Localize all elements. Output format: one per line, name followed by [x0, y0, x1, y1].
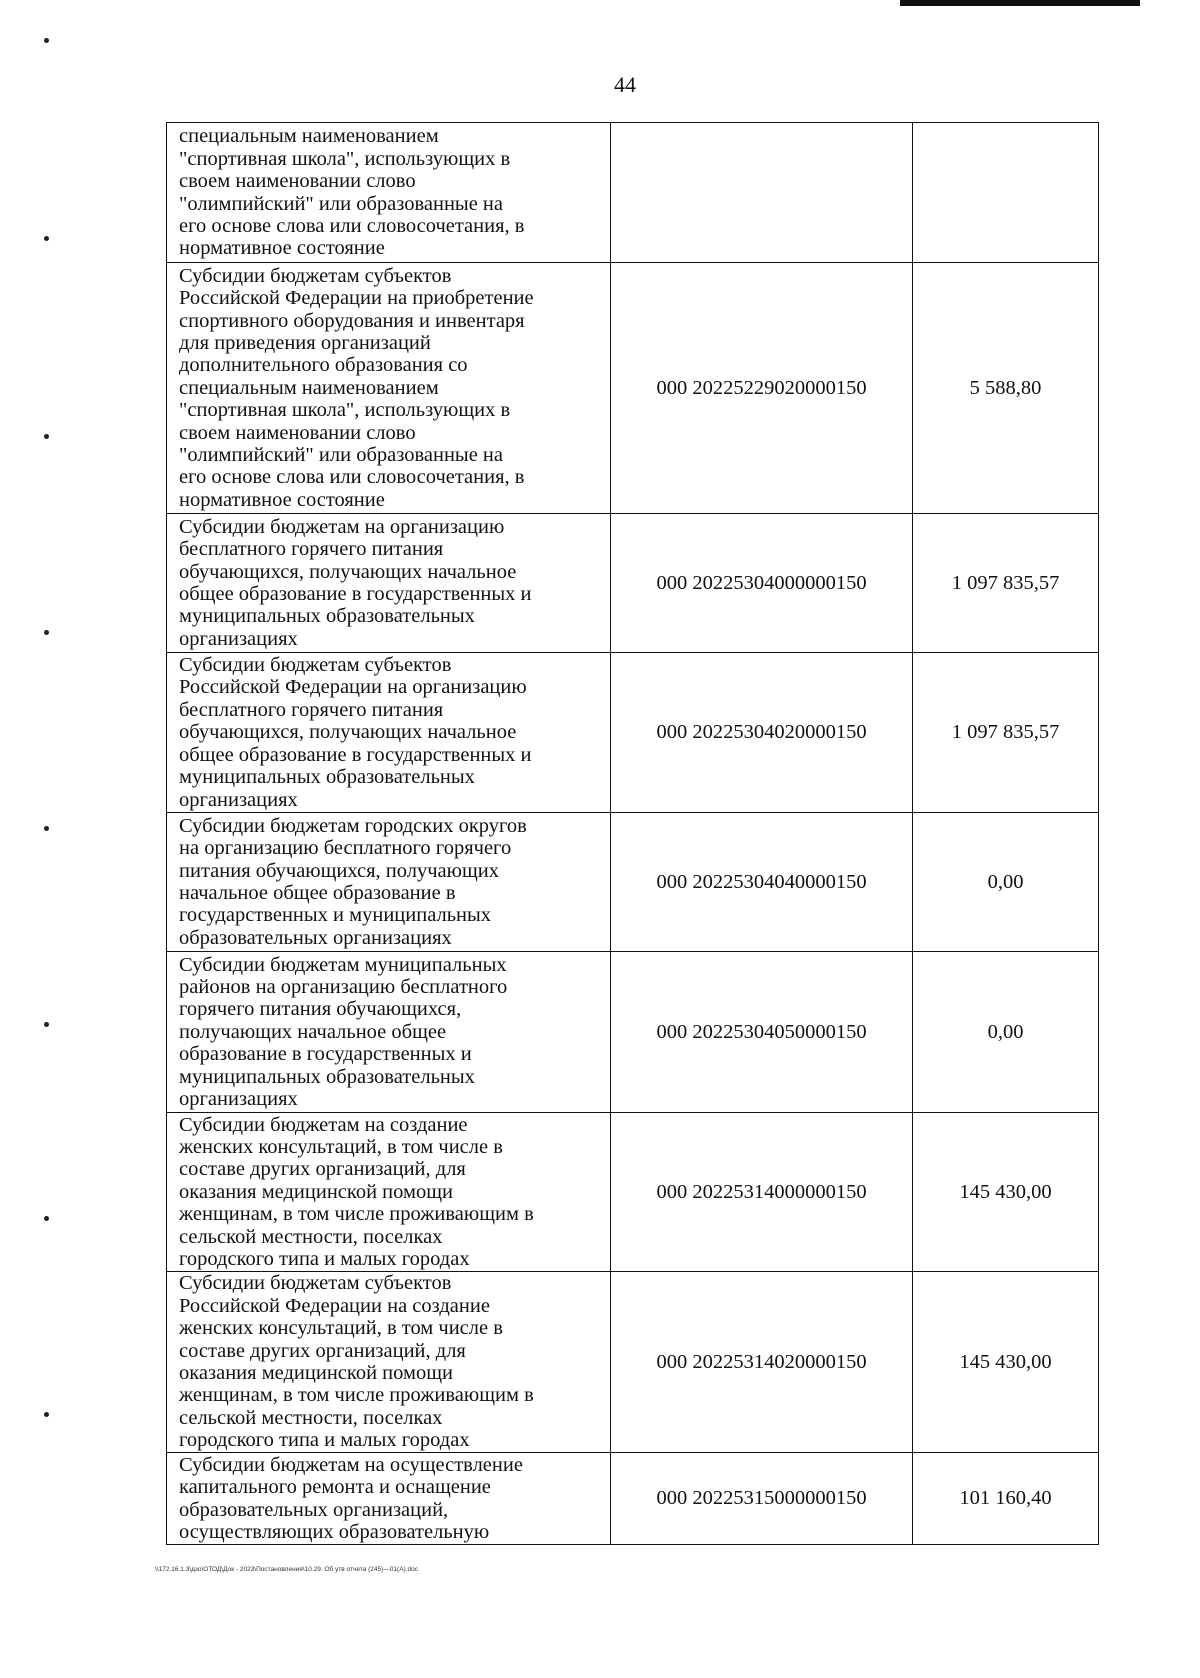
revenue-name-cell: Субсидии бюджетам на создание женских консультаций, в том числе в составе других организаций, для оказания медицинской помощи женщинам, в том числе проживающим в сельской местности, поселках городского типа и малых городах [167, 1113, 611, 1272]
amount-cell: 101 160,40 [913, 1453, 1099, 1545]
budget-code-cell: 000 20225315000000150 [611, 1453, 913, 1545]
amount-cell: 145 430,00 [913, 1272, 1099, 1453]
budget-code-cell: 000 20225304040000150 [611, 813, 913, 952]
amount-cell: 1 097 835,57 [913, 514, 1099, 653]
amount-cell: 145 430,00 [913, 1113, 1099, 1272]
margin-punch-dot [44, 826, 49, 831]
budget-code-cell: 000 20225314020000150 [611, 1272, 913, 1453]
revenue-name-cell: Субсидии бюджетам субъектов Российской Федерации на организацию бесплатного горячего питания обучающихся, получающих начальное общее образование в государственных и муниципальных образовательных организациях [167, 653, 611, 813]
table-row [167, 653, 1099, 813]
table-row [167, 123, 1099, 263]
document-file-path: \\172.16.1.3\дзо\ОТОД\Док - 2023\Постановления\10.29. Об утв отчета (245)—01(А).doc [155, 1566, 418, 1573]
margin-punch-dot [44, 434, 49, 439]
margin-punch-dot [44, 1216, 49, 1221]
amount-cell [913, 123, 1099, 263]
budget-code-cell: 000 20225304000000150 [611, 514, 913, 653]
budget-code-cell: 000 20225304050000150 [611, 952, 913, 1113]
table-row [167, 1113, 1099, 1272]
revenue-name-cell: Субсидии бюджетам муниципальных районов на организацию бесплатного горячего питания обучающихся, получающих начальное общее образование в государственных и муниципальных образовательных организациях [167, 952, 611, 1113]
table-row [167, 1272, 1099, 1453]
page-number: 44 [614, 72, 636, 97]
revenue-name-cell: Субсидии бюджетам на осуществление капитального ремонта и оснащение образовательных организаций, осуществляющих образовательную [167, 1453, 611, 1545]
revenue-name-cell: Субсидии бюджетам городских округов на организацию бесплатного горячего питания обучающихся, получающих начальное общее образование в государственных и муниципальных образовательных организациях [167, 813, 611, 952]
budget-code-cell: 000 20225314000000150 [611, 1113, 913, 1272]
table-row [167, 514, 1099, 653]
table-row [167, 1453, 1099, 1545]
budget-code-cell [611, 123, 913, 263]
margin-punch-dot [44, 38, 49, 43]
margin-punch-dot [44, 236, 49, 241]
amount-cell: 0,00 [913, 813, 1099, 952]
margin-punch-dot [44, 1412, 49, 1417]
revenue-name-cell: Субсидии бюджетам субъектов Российской Федерации на создание женских консультаций, в том числе в составе других организаций, для оказания медицинской помощи женщинам, в том числе проживающим в сельской местности, поселках городского типа и малых городах [167, 1272, 611, 1453]
margin-punch-dot [44, 1022, 49, 1027]
margin-punch-dot [44, 630, 49, 635]
amount-cell: 5 588,80 [913, 263, 1099, 514]
revenue-name-cell: специальным наименованием "спортивная школа", использующих в своем наименовании слово "олимпийский" или образованные на его основе слова или словосочетания, в нормативное состояние [167, 123, 611, 263]
budget-code-cell: 000 20225304020000150 [611, 653, 913, 813]
table-row [167, 813, 1099, 952]
amount-cell: 1 097 835,57 [913, 653, 1099, 813]
revenue-name-cell: Субсидии бюджетам субъектов Российской Федерации на приобретение спортивного оборудования и инвентаря для приведения организаций дополнительного образования со специальным наименованием "спортивная школа", использующих в своем наименовании слово "олимпийский" или образованные на его основе слова или словосочетания, в нормативное состояние [167, 263, 611, 514]
revenue-name-cell: Субсидии бюджетам на организацию бесплатного горячего питания обучающихся, получающих начальное общее образование в государственных и муниципальных образовательных организациях [167, 514, 611, 653]
budget-revenue-table [166, 122, 1099, 1545]
amount-cell: 0,00 [913, 952, 1099, 1113]
table-row [167, 263, 1099, 514]
budget-code-cell: 000 20225229020000150 [611, 263, 913, 514]
table-row [167, 952, 1099, 1113]
top-edge-rule [900, 0, 1140, 6]
